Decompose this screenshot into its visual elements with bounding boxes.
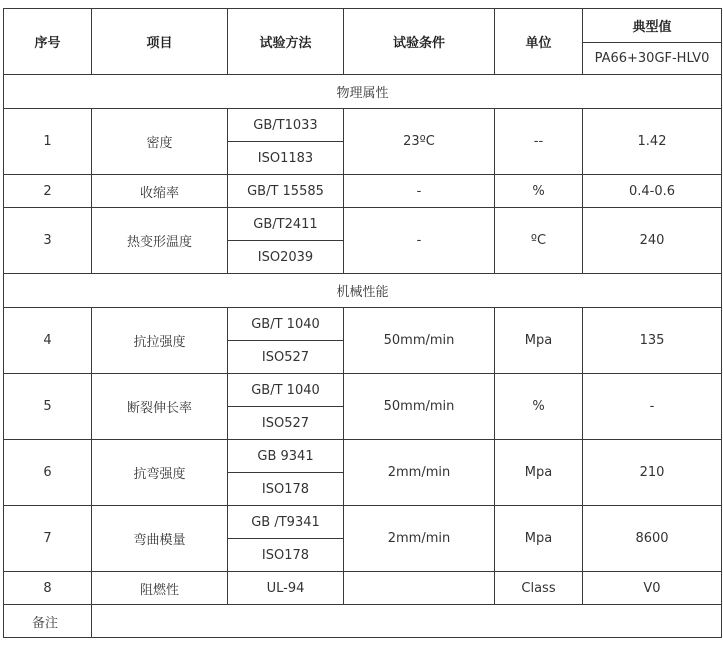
row-value: 0.4-0.6 [583, 175, 722, 208]
row-method: GB/T 1040 [228, 308, 344, 341]
row-method: GB/T 1040 [228, 374, 344, 407]
row-method: GB/T2411 [228, 208, 344, 241]
row-method: GB/T1033 [228, 109, 344, 142]
row-no: 8 [4, 572, 92, 605]
row-unit: % [495, 175, 583, 208]
row-item: 抗拉强度 [92, 308, 228, 374]
row-condition: - [344, 208, 495, 274]
table-row [4, 175, 722, 208]
row-method: ISO1183 [228, 142, 344, 175]
header-typical: 典型值 [583, 9, 722, 43]
row-value: 210 [583, 440, 722, 506]
table-row [4, 506, 722, 539]
header-row [4, 9, 722, 43]
row-value: - [583, 374, 722, 440]
header-grade: PA66+30GF-HLV0 [583, 43, 722, 75]
row-item: 密度 [92, 109, 228, 175]
row-no: 3 [4, 208, 92, 274]
remarks-value [92, 605, 722, 638]
table-row [4, 208, 722, 241]
row-condition: 50mm/min [344, 374, 495, 440]
row-method: ISO178 [228, 473, 344, 506]
row-value: 8600 [583, 506, 722, 572]
row-unit: Mpa [495, 440, 583, 506]
header-condition: 试验条件 [344, 9, 495, 75]
row-item: 阻燃性 [92, 572, 228, 605]
header-method: 试验方法 [228, 9, 344, 75]
row-no: 6 [4, 440, 92, 506]
header-item: 项目 [92, 9, 228, 75]
row-condition: - [344, 175, 495, 208]
spec-table [3, 8, 722, 638]
row-method: ISO2039 [228, 241, 344, 274]
row-method: ISO527 [228, 407, 344, 440]
row-condition [344, 572, 495, 605]
row-value: 135 [583, 308, 722, 374]
row-method: UL-94 [228, 572, 344, 605]
row-unit: Mpa [495, 308, 583, 374]
section-row [4, 274, 722, 308]
row-item: 收缩率 [92, 175, 228, 208]
row-unit: Mpa [495, 506, 583, 572]
row-method: ISO527 [228, 341, 344, 374]
table-row [4, 440, 722, 473]
row-item: 热变形温度 [92, 208, 228, 274]
remarks-label: 备注 [4, 605, 92, 638]
table-row [4, 109, 722, 142]
row-value: 1.42 [583, 109, 722, 175]
row-no: 2 [4, 175, 92, 208]
row-no: 5 [4, 374, 92, 440]
row-no: 1 [4, 109, 92, 175]
row-unit: % [495, 374, 583, 440]
row-item: 弯曲模量 [92, 506, 228, 572]
row-unit: -- [495, 109, 583, 175]
row-method: GB 9341 [228, 440, 344, 473]
table-row [4, 374, 722, 407]
remarks-row [4, 605, 722, 638]
row-method: ISO178 [228, 539, 344, 572]
section-mechanical: 机械性能 [4, 274, 722, 308]
row-condition: 50mm/min [344, 308, 495, 374]
row-no: 7 [4, 506, 92, 572]
header-unit: 单位 [495, 9, 583, 75]
row-condition: 2mm/min [344, 506, 495, 572]
row-unit: ºC [495, 208, 583, 274]
table-row [4, 572, 722, 605]
row-item: 断裂伸长率 [92, 374, 228, 440]
row-condition: 2mm/min [344, 440, 495, 506]
section-row [4, 75, 722, 109]
row-value: V0 [583, 572, 722, 605]
row-item: 抗弯强度 [92, 440, 228, 506]
table-row [4, 308, 722, 341]
row-no: 4 [4, 308, 92, 374]
header-no: 序号 [4, 9, 92, 75]
row-method: GB /T9341 [228, 506, 344, 539]
row-condition: 23ºC [344, 109, 495, 175]
row-method: GB/T 15585 [228, 175, 344, 208]
row-unit: Class [495, 572, 583, 605]
row-value: 240 [583, 208, 722, 274]
section-physical: 物理属性 [4, 75, 722, 109]
